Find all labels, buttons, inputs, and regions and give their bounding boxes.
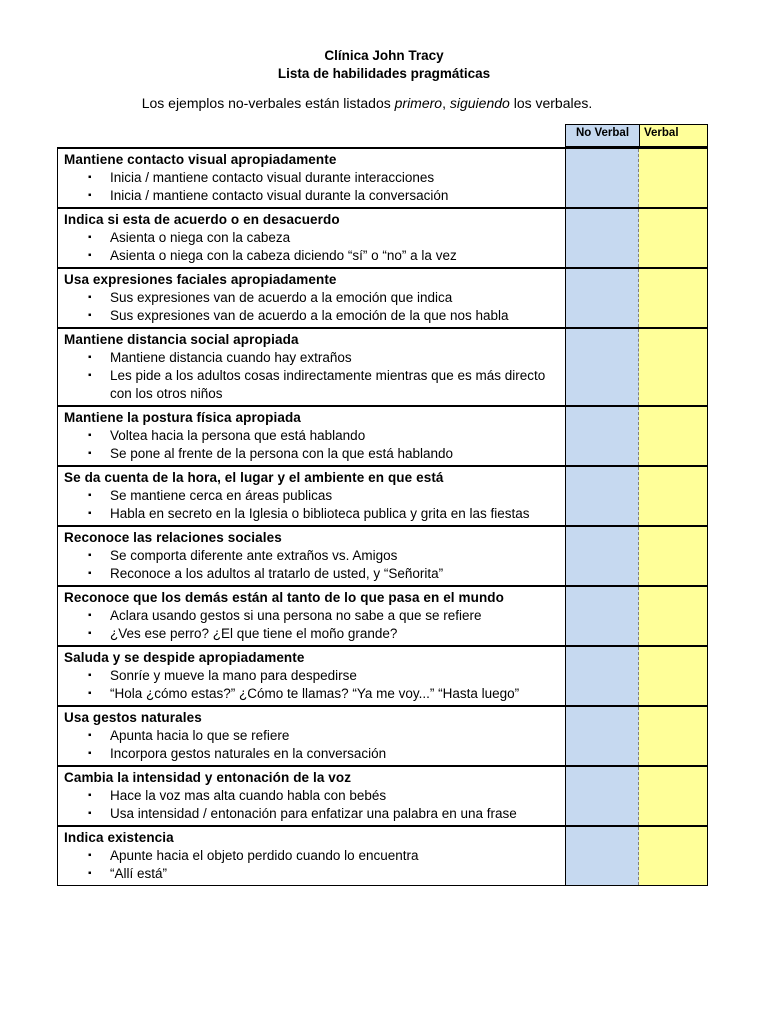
nonverbal-check-cell[interactable]	[566, 209, 639, 267]
square-bullet-icon: ▪	[88, 370, 92, 381]
example-list	[64, 847, 560, 883]
square-bullet-icon: ▪	[88, 610, 92, 621]
verbal-check-cell[interactable]	[639, 827, 707, 885]
example-item	[64, 847, 560, 865]
example-text: Habla en secreto en la Iglesia o biblioteca publica y grita en las fiestas	[110, 506, 530, 521]
skill-description-cell	[58, 467, 566, 525]
square-bullet-icon: ▪	[88, 850, 92, 861]
example-text: Se comporta diferente ante extraños vs. Amigos	[110, 548, 398, 563]
document-title: Clínica John Tracy	[324, 48, 444, 63]
example-list	[64, 427, 560, 463]
skill-row	[58, 585, 707, 645]
example-item	[64, 727, 560, 745]
nonverbal-check-cell[interactable]	[566, 707, 639, 765]
example-text: Reconoce a los adultos al tratarlo de usted, y “Señorita”	[110, 566, 444, 581]
verbal-check-cell[interactable]	[639, 527, 707, 585]
skill-description-cell	[58, 329, 566, 405]
column-header-nonverbal: No Verbal	[565, 124, 640, 147]
example-text: Apunta hacia lo que se refiere	[110, 728, 290, 743]
skill-description-cell	[58, 647, 566, 705]
example-text: Sus expresiones van de acuerdo a la emoción que indica	[110, 290, 453, 305]
skill-title: Mantiene contacto visual apropiadamente	[64, 152, 337, 167]
document-subtitle: Lista de habilidades pragmáticas	[277, 66, 491, 81]
nonverbal-check-cell[interactable]	[566, 407, 639, 465]
skill-row	[58, 207, 707, 267]
example-list	[64, 487, 560, 523]
example-item	[64, 229, 560, 247]
skill-row	[58, 525, 707, 585]
square-bullet-icon: ▪	[88, 172, 92, 183]
example-item	[64, 685, 560, 703]
example-list	[64, 349, 560, 403]
nonverbal-check-cell[interactable]	[566, 827, 639, 885]
skill-title: Se da cuenta de la hora, el lugar y el ambiente en que está	[64, 470, 444, 485]
example-item	[64, 607, 560, 625]
square-bullet-icon: ▪	[88, 232, 92, 243]
square-bullet-icon: ▪	[88, 868, 92, 879]
skill-title: Cambia la intensidad y entonación de la voz	[64, 770, 352, 785]
example-item	[64, 745, 560, 763]
verbal-check-cell[interactable]	[639, 209, 707, 267]
example-item	[64, 349, 560, 367]
square-bullet-icon: ▪	[88, 748, 92, 759]
square-bullet-icon: ▪	[88, 808, 92, 819]
skill-title: Mantiene la postura física apropiada	[64, 410, 301, 425]
nonverbal-check-cell[interactable]	[566, 467, 639, 525]
skill-description-cell	[58, 767, 566, 825]
square-bullet-icon: ▪	[88, 352, 92, 363]
example-text: ¿Ves ese perro? ¿El que tiene el moño grande?	[110, 626, 398, 641]
example-text: Sonríe y mueve la mano para despedirse	[110, 668, 357, 683]
example-text: Apunte hacia el objeto perdido cuando lo encuentra	[110, 848, 419, 863]
verbal-check-cell[interactable]	[639, 767, 707, 825]
skill-title: Indica existencia	[64, 830, 174, 845]
nonverbal-check-cell[interactable]	[566, 767, 639, 825]
verbal-check-cell[interactable]	[639, 269, 707, 327]
example-item	[64, 667, 560, 685]
skill-row	[58, 705, 707, 765]
verbal-check-cell[interactable]	[639, 329, 707, 405]
example-item	[64, 307, 560, 325]
square-bullet-icon: ▪	[88, 730, 92, 741]
skill-row	[58, 405, 707, 465]
verbal-check-cell[interactable]	[639, 647, 707, 705]
example-text: Usa intensidad / entonación para enfatizar una palabra en una frase	[110, 806, 517, 821]
verbal-check-cell[interactable]	[639, 587, 707, 645]
example-item	[64, 565, 560, 583]
example-item	[64, 367, 560, 403]
intro-text-start: Los ejemplos no-verbales están listados	[141, 95, 395, 111]
nonverbal-check-cell[interactable]	[566, 269, 639, 327]
square-bullet-icon: ▪	[88, 688, 92, 699]
skill-row	[58, 825, 707, 885]
intro-text	[0, 94, 734, 112]
example-text: Se mantiene cerca en áreas publicas	[110, 488, 333, 503]
square-bullet-icon: ▪	[88, 310, 92, 321]
skill-description-cell	[58, 149, 566, 207]
square-bullet-icon: ▪	[88, 490, 92, 501]
example-text: “Allí está”	[110, 866, 168, 881]
example-text: Sus expresiones van de acuerdo a la emoción de la que nos habla	[110, 308, 509, 323]
nonverbal-check-cell[interactable]	[566, 527, 639, 585]
example-item	[64, 805, 560, 823]
example-text: Se pone al frente de la persona con la que está hablando	[110, 446, 454, 461]
skill-description-cell	[58, 269, 566, 327]
example-list	[64, 727, 560, 763]
skill-title: Saluda y se despide apropiadamente	[64, 650, 305, 665]
square-bullet-icon: ▪	[88, 292, 92, 303]
example-text: Inicia / mantiene contacto visual durante interacciones	[110, 170, 435, 185]
example-item	[64, 865, 560, 883]
example-list	[64, 289, 560, 325]
square-bullet-icon: ▪	[88, 250, 92, 261]
example-text: Voltea hacia la persona que está hablando	[110, 428, 366, 443]
example-item	[64, 289, 560, 307]
square-bullet-icon: ▪	[88, 628, 92, 639]
example-item	[64, 427, 560, 445]
example-text: Les pide a los adultos cosas indirectamente mientras que es más directo con los otros niños	[110, 368, 546, 401]
example-item	[64, 169, 560, 187]
square-bullet-icon: ▪	[88, 790, 92, 801]
example-list	[64, 787, 560, 823]
example-text: Asienta o niega con la cabeza	[110, 230, 291, 245]
skill-title: Mantiene distancia social apropiada	[64, 332, 299, 347]
example-item	[64, 505, 560, 523]
nonverbal-check-cell[interactable]	[566, 587, 639, 645]
skill-row	[58, 645, 707, 705]
skill-title: Usa gestos naturales	[64, 710, 202, 725]
skill-row	[58, 765, 707, 825]
nonverbal-check-cell[interactable]	[566, 647, 639, 705]
skill-row	[58, 465, 707, 525]
square-bullet-icon: ▪	[88, 670, 92, 681]
verbal-check-cell[interactable]	[639, 149, 707, 207]
nonverbal-check-cell[interactable]	[566, 329, 639, 405]
example-item	[64, 247, 560, 265]
column-header-verbal: Verbal	[639, 124, 708, 147]
skill-title: Usa expresiones faciales apropiadamente	[64, 272, 337, 287]
skill-row	[58, 148, 707, 207]
verbal-check-cell[interactable]	[639, 467, 707, 525]
example-text: Mantiene distancia cuando hay extraños	[110, 350, 352, 365]
skill-title: Reconoce las relaciones sociales	[64, 530, 282, 545]
example-list	[64, 229, 560, 265]
square-bullet-icon: ▪	[88, 550, 92, 561]
square-bullet-icon: ▪	[88, 568, 92, 579]
skill-description-cell	[58, 407, 566, 465]
skill-title: Indica si esta de acuerdo o en desacuerdo	[64, 212, 340, 227]
example-text: Asienta o niega con la cabeza diciendo “sí” o “no” a la vez	[110, 248, 457, 263]
square-bullet-icon: ▪	[88, 448, 92, 459]
example-item	[64, 625, 560, 643]
example-text: Inicia / mantiene contacto visual durante la conversación	[110, 188, 449, 203]
intro-emphasis-following: siguiendo	[449, 95, 510, 111]
example-list	[64, 169, 560, 205]
intro-text-end: los verbales.	[509, 95, 593, 111]
square-bullet-icon: ▪	[88, 430, 92, 441]
skill-description-cell	[58, 707, 566, 765]
example-item	[64, 487, 560, 505]
example-list	[64, 667, 560, 703]
example-list	[64, 607, 560, 643]
example-text: Incorpora gestos naturales en la conversación	[110, 746, 387, 761]
square-bullet-icon: ▪	[88, 190, 92, 201]
example-item	[64, 787, 560, 805]
verbal-check-cell[interactable]	[639, 407, 707, 465]
example-list	[64, 547, 560, 583]
intro-separator: ,	[442, 95, 450, 111]
verbal-check-cell[interactable]	[639, 707, 707, 765]
example-item	[64, 547, 560, 565]
example-item	[64, 187, 560, 205]
skill-row	[58, 327, 707, 405]
example-item	[64, 445, 560, 463]
example-text: “Hola ¿cómo estas?” ¿Cómo te llamas? “Ya me voy...” “Hasta luego”	[110, 686, 520, 701]
skill-description-cell	[58, 527, 566, 585]
square-bullet-icon: ▪	[88, 508, 92, 519]
skills-checklist-table	[57, 147, 708, 886]
skill-description-cell	[58, 587, 566, 645]
skill-description-cell	[58, 827, 566, 885]
nonverbal-check-cell[interactable]	[566, 149, 639, 207]
skill-description-cell	[58, 209, 566, 267]
intro-emphasis-first: primero	[394, 95, 443, 111]
example-text: Aclara usando gestos si una persona no sabe a que se refiere	[110, 608, 482, 623]
skill-row	[58, 267, 707, 327]
skill-title: Reconoce que los demás están al tanto de lo que pasa en el mundo	[64, 590, 505, 605]
example-text: Hace la voz mas alta cuando habla con bebés	[110, 788, 387, 803]
